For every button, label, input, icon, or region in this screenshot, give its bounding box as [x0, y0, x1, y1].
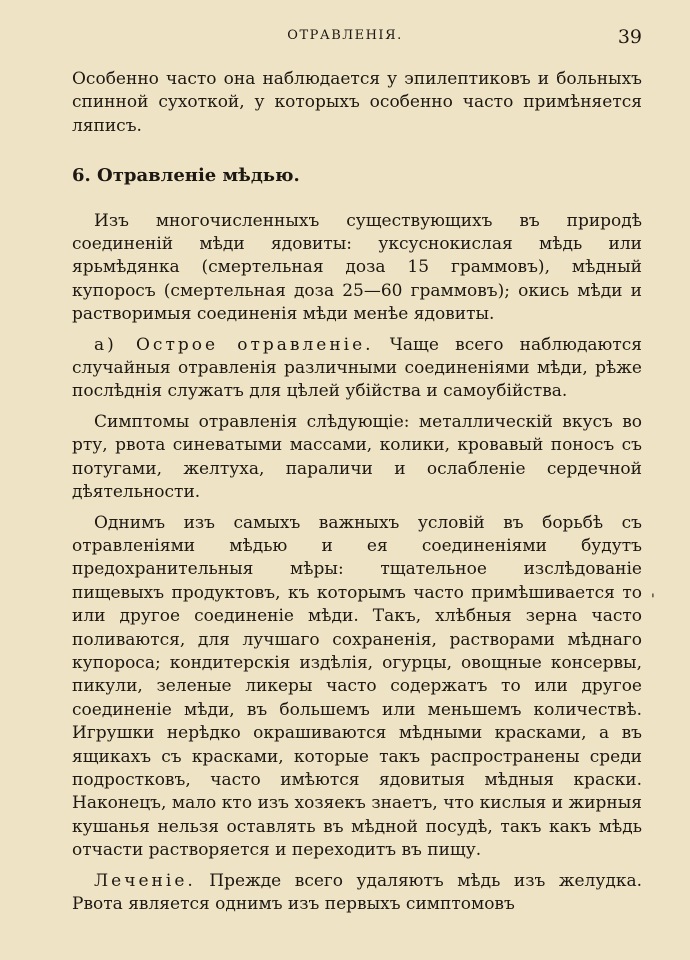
intro-paragraph: Особенно часто она наблюдается у эпилептиковъ и больныхъ спинной сухоткой, у которыхъ особенно часто примѣняется ляписъ. — [72, 69, 642, 136]
section-title: 6. Отравленіе мѣдью. — [72, 165, 300, 187]
treatment-text: Прежде всего удаляютъ мѣдь изъ желудка. Рвота является однимъ изъ первыхъ симптомовъ — [72, 870, 642, 914]
paragraph-symptoms: Симптомы отравленія слѣдующіе: металлическій вкусъ во рту, рвота синеватыми массами, колики, кровавый поносъ съ потугами, желтуха, параличи и ослабленіе сердечной дѣятельности. — [72, 411, 642, 503]
running-title: ОТРАВЛЕНІЯ. — [287, 28, 403, 43]
paragraph-acute-poisoning — [72, 334, 642, 404]
paragraph-copper-compounds: Изъ многочисленныхъ существующихъ въ природѣ соединеній мѣди ядовиты: уксуснокислая мѣдь или ярьмѣдянка (смертельная доза 15 граммовъ), мѣдный купоросъ (смертельная доза 25—60 граммовъ); окись мѣди и растворимыя соединенія мѣди менѣе ядовиты. — [72, 210, 642, 325]
acute-poisoning-heading: а) Острое отравленіе. — [94, 334, 374, 355]
body-text — [72, 68, 642, 916]
paragraph-treatment — [72, 870, 642, 917]
acute-poisoning-text: Чаще всего наблюдаются случайныя отравленія различными соединеніями мѣди, рѣже послѣднія служатъ для цѣлей убійства и самоубійства. — [72, 334, 642, 402]
page-number: 39 — [617, 26, 642, 48]
treatment-heading: Леченіе. — [94, 870, 196, 891]
margin-mark: ' — [651, 592, 655, 608]
paragraph-prevention: Однимъ изъ самыхъ важныхъ условій въ борьбѣ съ отравленіями мѣдью и ея соединеніями будутъ предохранительныя мѣры: тщательное изслѣдованіе пищевыхъ продуктовъ, къ которымъ часто примѣшивается то или другое соединеніе мѣди. Такъ, хлѣбныя зерна часто поливаются, для лучшаго сохраненія, растворами мѣднаго купороса; кондитерскія издѣлія, огурцы, овощные консервы, пикули, зеленые ликеры часто содержатъ то или другое соединеніе мѣди, въ большемъ или меньшемъ количествѣ. Игрушки нерѣдко окрашиваются мѣдными красками, а въ ящикахъ съ красками, которые такъ распространены среди подростковъ, часто имѣются ядовитыя мѣдныя краски. Наконецъ, мало кто изъ хозяекъ знаетъ, что кислыя и жирныя кушанья нельзя оставлять въ мѣдной посудѣ, такъ какъ мѣдь отчасти растворяется и переходитъ въ пищу. — [72, 512, 642, 861]
